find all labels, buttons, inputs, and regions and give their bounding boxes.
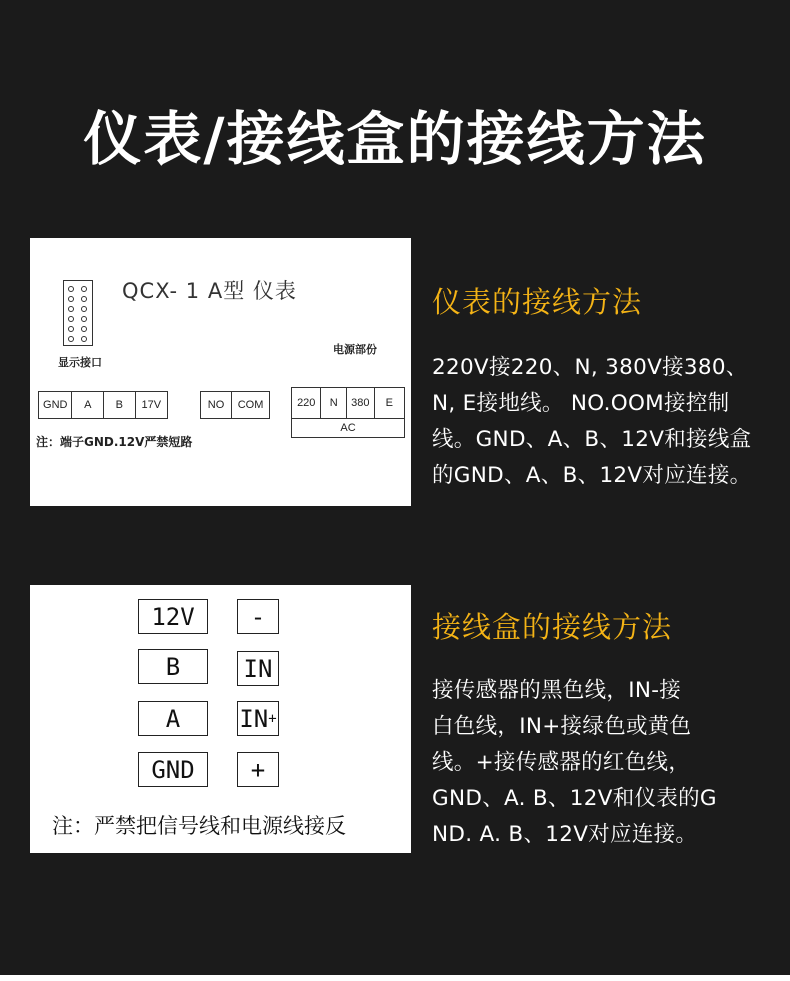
jbox-plus: + [237,752,279,787]
relay-terminal-block [200,391,270,419]
ac-label-box: AC [291,418,405,438]
bottom-strip [0,975,790,981]
page-title: 仪表/接线盒的接线方法 [83,105,707,173]
jbox-in-plus-text: IN [239,704,269,733]
meter-note: 注：端子GND.12V严禁短路 [36,435,193,449]
junction-note: 注：严禁把信号线和电源线接反 [52,814,346,838]
power-section-label: 电源部份 [333,343,377,356]
junction-section-line: 线。+接传感器的红色线， [432,750,691,775]
display-port-connector [63,280,93,346]
terminal-a: A [72,392,104,418]
junction-section-title: 接线盒的接线方法 [432,610,673,644]
terminal-17v: 17V [141,399,162,411]
junction-section-line: 接传感器的黑色线，IN-接 [432,678,682,703]
meter-section-line: 的GND、A、B、12V对应连接。 [432,463,752,488]
meter-section-title: 仪表的接线方法 [432,285,643,319]
display-port-label: 显示接口 [58,356,102,369]
terminal-com: COM [237,399,264,411]
terminal-n: N [321,388,347,418]
jbox-b: B [138,649,208,684]
meter-model-title: QCX- 1 A型 仪表 [122,279,297,303]
jbox-12v: 12V [138,599,208,634]
meter-section-line: 线。GND、A、B、12V和接线盒 [432,427,752,452]
power-terminal-block [291,387,405,419]
junction-section-line: ND. A. B、12V对应连接。 [432,822,698,847]
jbox-in: IN [237,651,279,686]
jbox-minus: - [237,599,279,634]
meter-section-line: 220V接220、N, 380V接380、 [432,355,748,380]
junction-section-line: GND、A. B、12V和仪表的G [432,786,717,811]
signal-terminal-block [38,391,168,419]
meter-section-body [432,350,751,494]
terminal-380: 380 [347,388,375,418]
terminal-220: 220 [292,388,321,418]
terminal-gnd: GND [39,392,72,418]
meter-section-line: N, E接地线。 NO.OOM接控制 [432,391,730,416]
jbox-a: A [138,701,208,736]
jbox-in-plus [237,701,279,736]
jbox-gnd: GND [138,752,208,787]
jbox-in-plus-subscript: + [268,710,277,727]
terminal-no: NO [201,392,232,418]
junction-section-line: 白色线，IN+接绿色或黄色 [432,714,692,739]
junction-section-body [432,673,717,853]
terminal-e: E [385,397,393,409]
terminal-b: B [104,392,136,418]
